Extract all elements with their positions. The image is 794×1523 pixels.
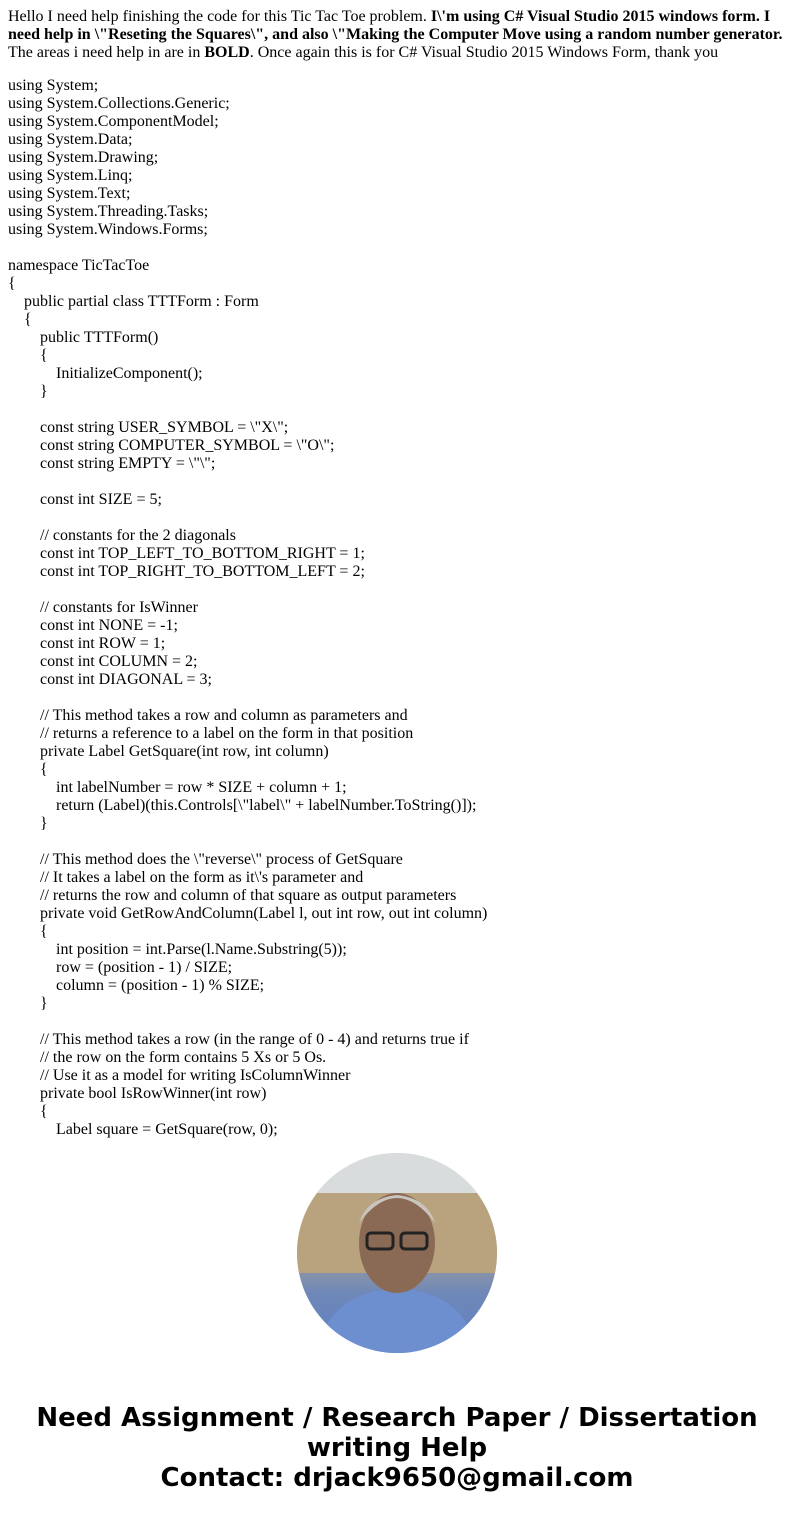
code-line xyxy=(8,239,788,257)
code-line: { xyxy=(40,761,48,778)
code-line: using System; xyxy=(8,77,99,94)
code-line xyxy=(8,833,788,851)
intro-bold-text: I\'m using C# Visual Studio 2015 windows form. I need help in \"Reseting the Squares\", and also \"Making the Computer Move using a random number generator. xyxy=(8,8,783,43)
code-line: const int TOP_LEFT_TO_BOTTOM_RIGHT = 1; xyxy=(40,545,365,562)
code-line: namespace TicTacToe xyxy=(8,257,150,274)
code-line: // returns a reference to a label on the form in that position xyxy=(40,725,414,742)
code-line: const int ROW = 1; xyxy=(40,635,166,652)
code-line: } xyxy=(40,995,48,1012)
footer-help-text: Need Assignment / Research Paper / Dissertation writing Help xyxy=(36,1403,758,1463)
code-line: // the row on the form contains 5 Xs or 5 Os. xyxy=(40,1049,327,1066)
code-line: using System.Data; xyxy=(8,131,133,148)
code-line: { xyxy=(8,275,16,292)
code-line: const string EMPTY = \"\"; xyxy=(40,455,216,472)
intro-text: . Once again this is for C# Visual Studio 2015 Windows Form, thank you xyxy=(249,44,719,61)
code-line: const int DIAGONAL = 3; xyxy=(40,671,212,688)
code-line: const int NONE = -1; xyxy=(40,617,178,634)
code-line: { xyxy=(24,311,32,328)
code-line: using System.Collections.Generic; xyxy=(8,95,230,112)
code-line: int position = int.Parse(l.Name.Substring(5)); xyxy=(56,941,347,958)
intro-text: The areas i need help in are in xyxy=(8,44,205,61)
code-line: private Label GetSquare(int row, int column) xyxy=(40,743,329,760)
code-line: int labelNumber = row * SIZE + column + 1; xyxy=(56,779,347,796)
question-intro xyxy=(8,8,788,62)
code-line xyxy=(8,581,788,599)
code-line: // constants for the 2 diagonals xyxy=(40,527,236,544)
code-line: public partial class TTTForm : Form xyxy=(24,293,259,310)
code-line: const int SIZE = 5; xyxy=(40,491,162,508)
code-line: // It takes a label on the form as it\'s parameter and xyxy=(40,869,364,886)
code-line: } xyxy=(40,815,48,832)
code-line: // Use it as a model for writing IsColumnWinner xyxy=(40,1067,351,1084)
intro-bold-word: BOLD xyxy=(204,44,250,61)
code-line: return (Label)(this.Controls[\"label\" + labelNumber.ToString()]); xyxy=(56,797,477,814)
code-line: column = (position - 1) % SIZE; xyxy=(56,977,265,994)
code-line xyxy=(8,689,788,707)
code-line: // constants for IsWinner xyxy=(40,599,198,616)
code-line: using System.Drawing; xyxy=(8,149,159,166)
intro-text: Hello I need help finishing the code for this Tic Tac Toe problem. xyxy=(8,8,431,25)
code-line: // This method does the \"reverse\" process of GetSquare xyxy=(40,851,403,868)
code-block xyxy=(8,77,788,1139)
code-line: { xyxy=(40,1103,48,1120)
code-line: // returns the row and column of that square as output parameters xyxy=(40,887,457,904)
footer-contact: Contact: drjack9650@gmail.com xyxy=(160,1463,634,1493)
code-line: const string USER_SYMBOL = \"X\"; xyxy=(40,419,289,436)
code-line: using System.Text; xyxy=(8,185,131,202)
code-line: using System.ComponentModel; xyxy=(8,113,219,130)
code-line: const int TOP_RIGHT_TO_BOTTOM_LEFT = 2; xyxy=(40,563,365,580)
code-line xyxy=(8,509,788,527)
code-line: // This method takes a row and column as parameters and xyxy=(40,707,408,724)
code-line: } xyxy=(40,383,48,400)
code-line: Label square = GetSquare(row, 0); xyxy=(56,1121,278,1138)
footer-banner xyxy=(0,1403,794,1493)
code-line: { xyxy=(40,347,48,364)
code-line: public TTTForm() xyxy=(40,329,159,346)
code-line xyxy=(8,1013,788,1031)
code-line: const string COMPUTER_SYMBOL = \"O\"; xyxy=(40,437,335,454)
code-line: { xyxy=(40,923,48,940)
code-line xyxy=(8,401,788,419)
code-line: using System.Linq; xyxy=(8,167,133,184)
code-line xyxy=(8,473,788,491)
code-line: InitializeComponent(); xyxy=(56,365,203,382)
code-line: row = (position - 1) / SIZE; xyxy=(56,959,233,976)
code-line: using System.Threading.Tasks; xyxy=(8,203,209,220)
code-line: private bool IsRowWinner(int row) xyxy=(40,1085,267,1102)
code-line: private void GetRowAndColumn(Label l, out int row, out int column) xyxy=(40,905,488,922)
author-photo xyxy=(297,1153,497,1353)
code-line: // This method takes a row (in the range of 0 - 4) and returns true if xyxy=(40,1031,469,1048)
code-line: const int COLUMN = 2; xyxy=(40,653,198,670)
code-line: using System.Windows.Forms; xyxy=(8,221,208,238)
